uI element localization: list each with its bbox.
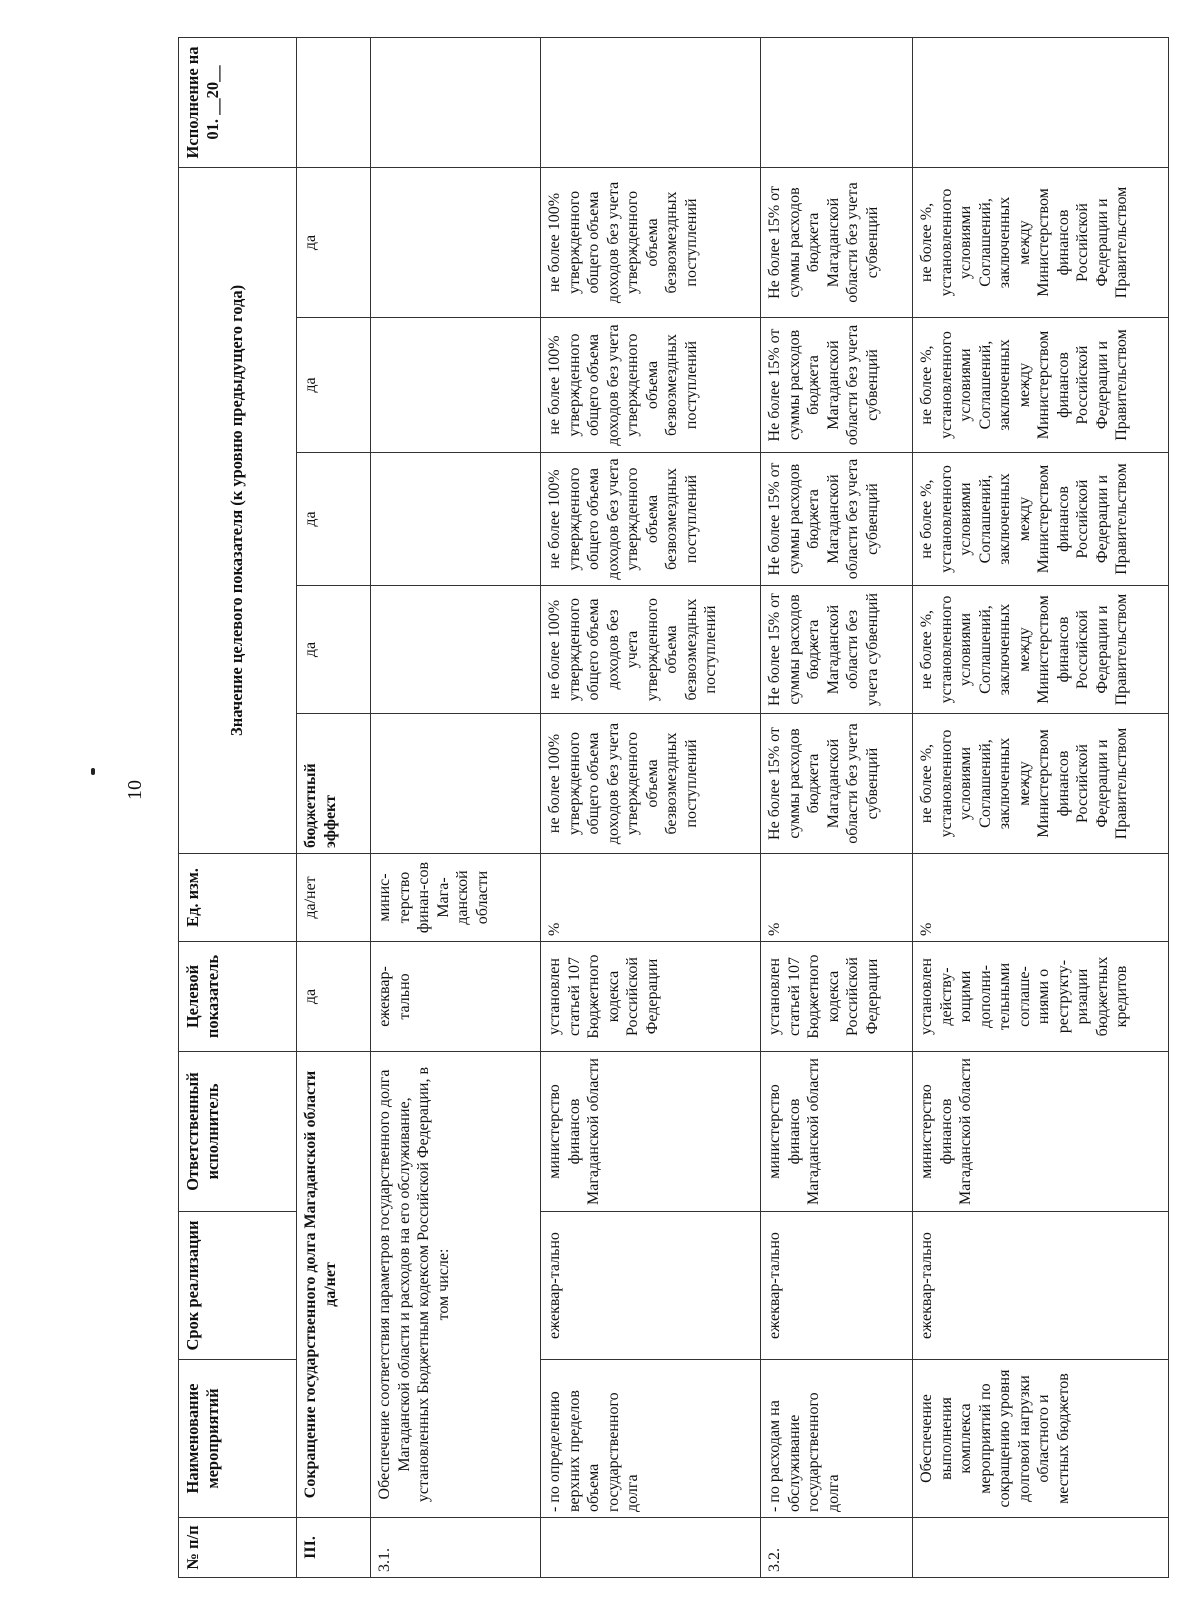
row-debt-limits-v2: не более 100% утвержденного общего объема доходов без учета утвержденного объема безвозмездных поступлений (541, 453, 761, 586)
row-debt-limits-v3: не более 100% утвержденного общего объема доходов без учета утвержденного объема безвозмездных поступлений (541, 318, 761, 453)
section-title (297, 1052, 371, 1518)
header-num: № п/п (179, 1518, 297, 1578)
row-debt-burden-v2: не более %, установленного условиями Соглашений, заключенных между Министерством финансов Российской Федерации и Правительством (913, 453, 1169, 586)
row-3-1-num: 3.1. (371, 1518, 541, 1578)
page-number: 10 (124, 780, 146, 800)
section-v1: да (297, 586, 371, 714)
row-3-2-v3: Не более 15% от суммы расходов бюджета Магаданской области без учета субвенций (761, 318, 913, 453)
section-effect: бюджетный эффект (297, 714, 371, 854)
row-3-2-v4: Не более 15% от суммы расходов бюджета Магаданской области без учета субвенций (761, 167, 913, 317)
row-3-2-executor: министерство финансов Магаданской области (761, 1052, 913, 1212)
row-debt-limits-term: ежеквар-тально (541, 1212, 761, 1360)
section-title-text: Сокращение государственного долга Магаданской области (302, 1070, 319, 1499)
row-debt-limits-v4: не более 100% утвержденного общего объема доходов без учета утвержденного объема безвозмездных поступлений (541, 167, 761, 317)
section-row (297, 37, 371, 1577)
row-debt-limits-target: установлен статьей 107 Бюджетного кодекса Российской Федерации (541, 942, 761, 1052)
row-3-2-effect: Не более 15% от суммы расходов бюджета Магаданской области без учета субвенций (761, 714, 913, 854)
row-3-2-v1: Не более 15% от суммы расходов бюджета Магаданской области без учета субвенций (761, 586, 913, 714)
row-debt-limits-executor: министерство финансов Магаданской области (541, 1052, 761, 1212)
section-term: да/нет (321, 1262, 339, 1307)
row-debt-burden-target: установлен действу-ющими дополни-тельными соглаше-ниями о реструкту-ризации бюджетных кредитов (913, 942, 1169, 1052)
row-3-2 (761, 37, 913, 1577)
row-3-1-v2 (371, 453, 541, 586)
header-term: Срок реализации (179, 1212, 297, 1360)
row-debt-burden-executor: министерство финансов Магаданской области (913, 1052, 1169, 1212)
row-3-1-v3 (371, 318, 541, 453)
row-debt-limits-effect: не более 100% утвержденного общего объема доходов без учета утвержденного объема безвозмездных поступлений (541, 714, 761, 854)
header-row (179, 37, 297, 1577)
header-execution: Исполнение на 01. __20__ (179, 37, 297, 167)
row-debt-burden-execution (913, 37, 1169, 167)
row-3-2-unit: % (761, 854, 913, 942)
row-3-2-target: установлен статьей 107 Бюджетного кодекса Российской Федерации (761, 942, 913, 1052)
row-debt-burden-name: Обеспечение выполнения комплекса мероприятий по сокращению уровня долговой нагрузки областного и местных бюджетов (913, 1360, 1169, 1518)
row-3-2-v2: Не более 15% от суммы расходов бюджета Магаданской области без учета субвенций (761, 453, 913, 586)
header-target: Целевой показатель (179, 942, 297, 1052)
row-3-2-execution (761, 37, 913, 167)
header-value-group: Значение целевого показателя (к уровню предыдущего года) (179, 167, 297, 853)
row-debt-limits (541, 37, 761, 1577)
section-unit: да/нет (297, 854, 371, 942)
row-3-2-term: ежеквар-тально (761, 1212, 913, 1360)
row-debt-limits-v1: не более 100% утвержденного общего объема доходов без учета утвержденного объема безвозмездных поступлений (541, 586, 761, 714)
row-debt-burden-v1: не более %, установленного условиями Соглашений, заключенных между Министерством финансов Российской Федерации и Правительством (913, 586, 1169, 714)
section-num: III. (297, 1518, 371, 1578)
row-debt-limits-name: - по определению верхних пределов объема государственного долга (541, 1360, 761, 1518)
section-v4: да (297, 167, 371, 317)
row-3-1-execution (371, 37, 541, 167)
row-3-2-name: - по расходам на обслуживание государственного долга (761, 1360, 913, 1518)
row-3-2-num: 3.2. (761, 1518, 913, 1578)
section-v2: да (297, 453, 371, 586)
row-3-1-effect (371, 714, 541, 854)
row-debt-burden-v4: не более %, установленного условиями Соглашений, заключенных между Министерством финансов Российской Федерации и Правительством (913, 167, 1169, 317)
row-debt-burden-num (913, 1518, 1169, 1578)
row-debt-limits-execution (541, 37, 761, 167)
row-3-1-unit: минис-терство финан-сов Мага-данской области (371, 854, 541, 942)
row-3-1 (371, 37, 541, 1577)
row-debt-burden (913, 37, 1169, 1577)
header-unit: Ед. изм. (179, 854, 297, 942)
row-debt-burden-unit: % (913, 854, 1169, 942)
section-v3: да (297, 318, 371, 453)
row-debt-burden-term: ежеквар-тально (913, 1212, 1169, 1360)
row-3-1-v4 (371, 167, 541, 317)
section-execution (297, 37, 371, 167)
row-debt-limits-num (541, 1518, 761, 1578)
scan-speck (91, 768, 95, 775)
header-name: Наименование мероприятий (179, 1360, 297, 1518)
section-target: да (297, 942, 371, 1052)
row-debt-burden-v3: не более %, установленного условиями Соглашений, заключенных между Министерством финансов Российской Федерации и Правительством (913, 318, 1169, 453)
row-3-1-v1 (371, 586, 541, 714)
row-3-1-name: Обеспечение соответствия параметров государственного долга Магаданской области и расходов на его обслуживание, установленных Бюджетным кодексом Российской Федерации, в том числе: (371, 1052, 541, 1518)
row-debt-limits-unit: % (541, 854, 761, 942)
header-executor: Ответственный исполнитель (179, 1052, 297, 1212)
row-3-1-target: ежеквар-тально (371, 942, 541, 1052)
target-indicators-table (178, 37, 1169, 1578)
row-debt-burden-effect: не более %, установленного условиями Соглашений, заключенных между Министерством финансов Российской Федерации и Правительством (913, 714, 1169, 854)
